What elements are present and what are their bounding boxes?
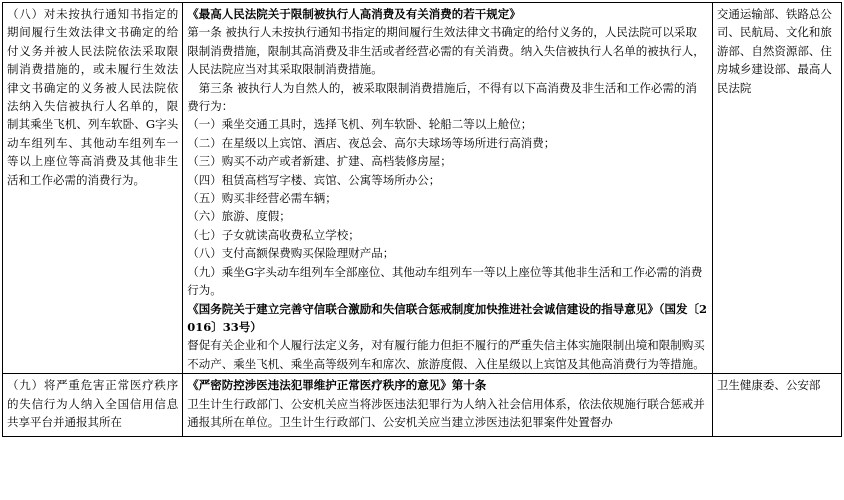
list-item: （三）购买不动产或者新建、扩建、高档装修房屋；	[187, 154, 452, 169]
department-list: 交通运输部、铁路总公司、民航局、文化和旅游部、自然资源部、住房城乡建设部、最高人民法院	[716, 7, 832, 95]
article-text: 卫生计生行政部门、公安机关应当将涉医违法犯罪行为人纳入社会信用体系，依法依规施行联合惩戒并通报其所在单位。卫生计生行政部门、公安机关应当建立涉医违法犯罪案件处置督办	[187, 396, 705, 429]
list-item: （二）在星级以上宾馆、酒店、夜总会、高尔夫球场等场所进行高消费；	[187, 135, 556, 150]
regulation-title: 《最高人民法院关于限制被执行人高消费及有关消费的若干规定》	[187, 7, 521, 21]
measure-text: （八）对未按执行通知书指定的期间履行生效法律文书确定的给付义务并被人民法院依法采取限制消费措施的，或未履行生效法律文书确定的义务被人民法院依法纳入失信被执行人名单的，限制其乘坐飞机、列车软卧、G字头动车组列车、其他动车组列车一等以上座位等高消费及其他非生活和工作必需的消费行为。	[7, 7, 179, 187]
article-text: 第一条 被执行人未按执行通知书指定的期间履行生效法律文书确定的给付义务的，人民法院可以采取限制消费措施，限制其高消费及非生活或者经营必需的有关消费。纳入失信被执行人名单的被执行人，人民法院应当对其采取限制消费措施。	[187, 25, 705, 77]
table-row	[3, 3, 842, 374]
list-item: （八）支付高额保费购买保险理财产品；	[187, 246, 395, 261]
department-list: 卫生健康委、公安部	[716, 378, 821, 393]
legal-basis-cell	[183, 374, 713, 437]
regulation-title: 《严密防控涉医违法犯罪维护正常医疗秩序的意见》第十条	[187, 378, 487, 393]
department-cell	[712, 374, 841, 437]
measure-cell	[3, 374, 183, 437]
list-item: （六）旅游、度假；	[187, 209, 291, 224]
measures-table	[2, 2, 842, 437]
list-item: （九）乘坐G字头动车组列车全部座位、其他动车组列车一等以上座位等其他非生活和工作必需的消费行为。	[187, 264, 703, 298]
measure-cell	[3, 3, 183, 374]
list-item: （七）子女就读高收费私立学校；	[187, 227, 360, 242]
regulation-title: 《国务院关于建立完善守信联合激励和失信联合惩戒制度加快推进社会诚信建设的指导意见》（国发〔2016〕33号）	[187, 301, 707, 334]
legal-basis-cell	[183, 3, 713, 374]
article-text: 督促有关企业和个人履行法定义务，对有履行能力但拒不履行的严重失信主体实施限制出境和限制购买不动产、乘坐飞机、乘坐高等级列车和席次、旅游度假、入住星级以上宾馆及其他高消费行为等措施。	[187, 338, 705, 371]
list-item: （一）乘坐交通工具时，选择飞机、列车软卧、轮船二等以上舱位；	[187, 117, 533, 132]
list-item: （四）租赁高档写字楼、宾馆、公寓等场所办公；	[187, 172, 441, 187]
department-cell	[712, 3, 841, 374]
article-text: 第三条 被执行人为自然人的，被采取限制消费措施后，不得有以下高消费及非生活和工作必需的消费行为：	[187, 80, 697, 114]
measure-text: （九）将严重危害正常医疗秩序的失信行为人纳入全国信用信息共享平台并通报其所在	[7, 378, 179, 429]
table-row	[3, 374, 842, 437]
list-item: （五）购买非经营必需车辆；	[187, 191, 337, 206]
